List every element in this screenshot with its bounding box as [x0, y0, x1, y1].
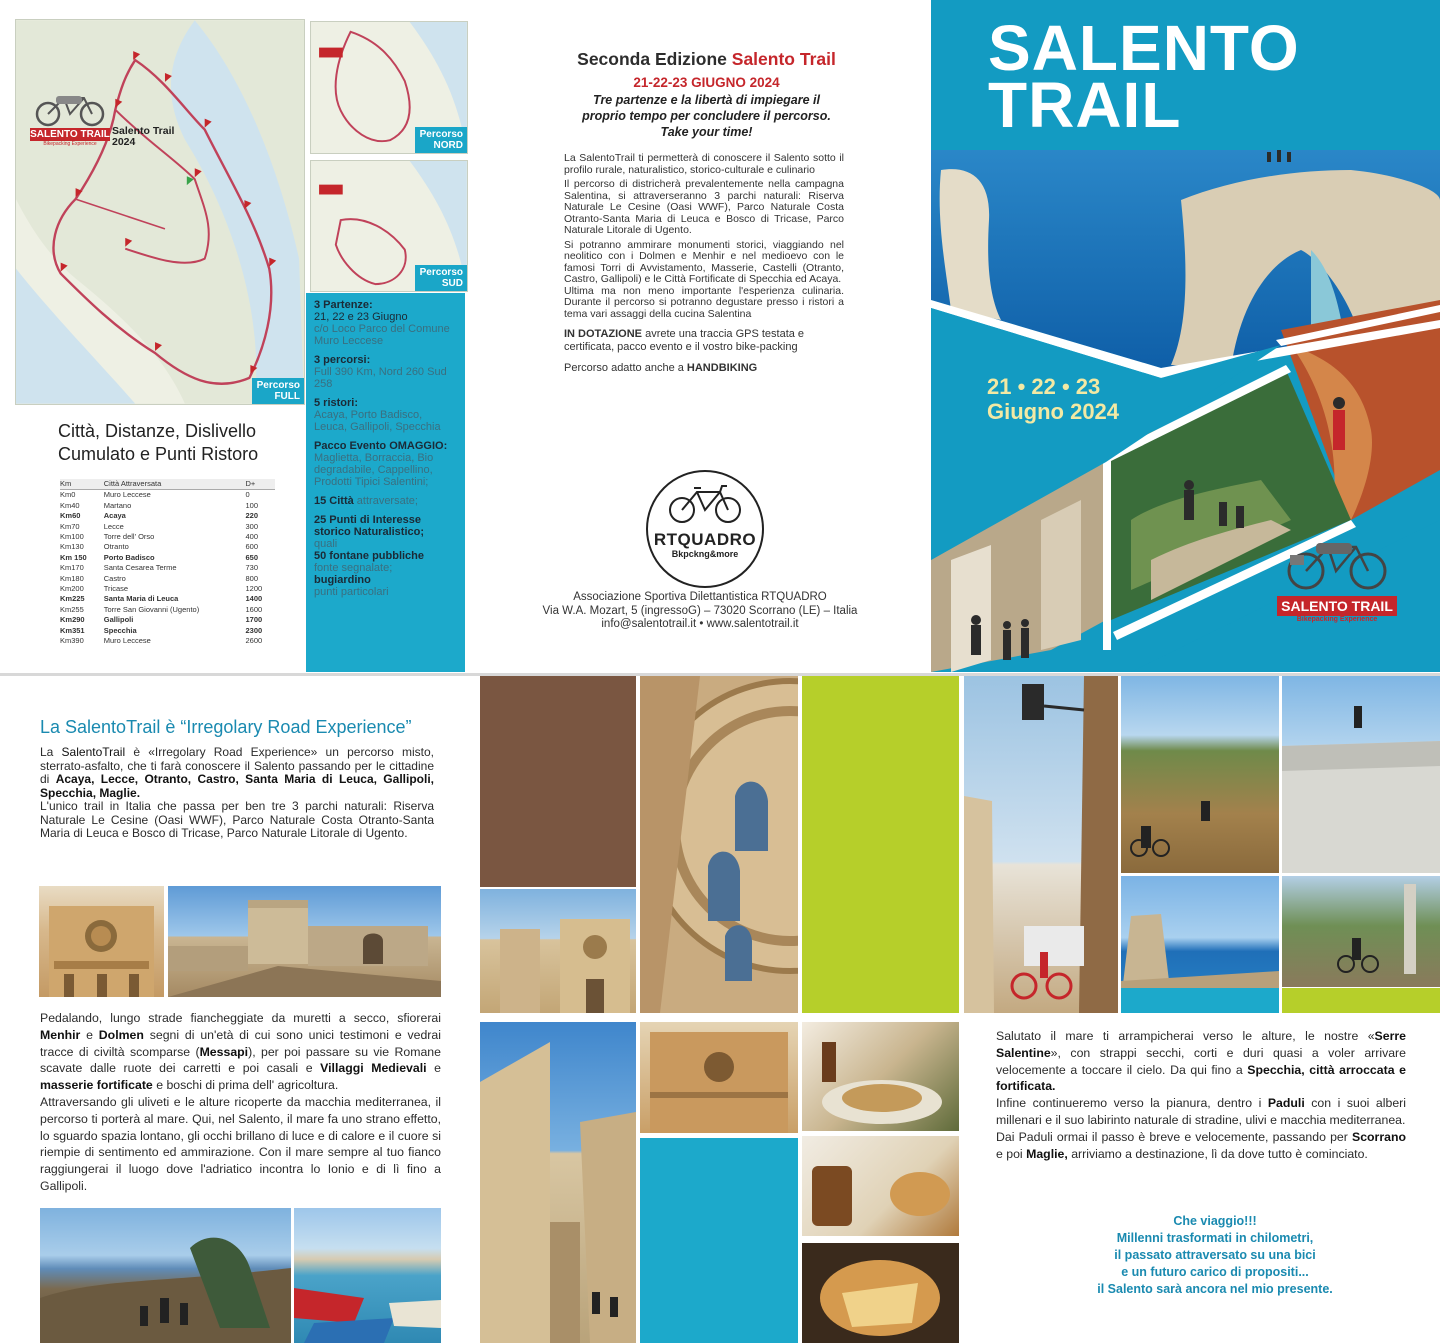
map-label-sud: Percorso SUD — [415, 265, 467, 291]
table-row — [60, 594, 275, 604]
left-p3g: ), per poi passare su vie Romane scavate dalle ruote dei carretti e poi casali e — [40, 1044, 441, 1076]
photo-food-2 — [802, 1136, 959, 1236]
closing-quote — [1030, 1213, 1400, 1298]
cell-d: 1200 — [245, 584, 263, 594]
assoc-name: Associazione Sportiva Dilettantistica RTQUADRO — [573, 591, 827, 603]
cell-d: 1600 — [245, 604, 263, 614]
info-punti-detail: quali — [314, 538, 338, 550]
table-row — [60, 553, 275, 563]
cell-city: Torre San Giovanni (Ugento) — [103, 604, 200, 614]
info-fontane-detail: fonte segnalate; — [314, 562, 393, 574]
cathedral-illustration — [480, 889, 636, 1013]
cell-city: Santa Maria di Leuca — [103, 594, 179, 604]
cell-km: Km200 — [60, 584, 84, 594]
lime-strip-right — [1282, 988, 1440, 1013]
cell-km: Km100 — [60, 532, 84, 542]
left-title: La SalentoTrail è “Irregolary Road Experience” — [40, 717, 412, 737]
left-p3k: e boschi di prima dell' agricoltura. — [152, 1078, 339, 1093]
photo-menhir-cyclist — [1282, 876, 1440, 987]
cover-days: 21 • 22 • 23 — [987, 374, 1101, 399]
cell-d: 1700 — [245, 615, 263, 625]
cities-title — [58, 420, 298, 466]
cell-city: Lecce — [103, 521, 124, 531]
cover-logo-text: SALENTO TRAIL — [1277, 596, 1397, 616]
photo-food-3 — [802, 1243, 959, 1343]
info-citta — [314, 495, 457, 507]
cover-dates — [987, 374, 1119, 424]
left-p1 — [40, 746, 434, 800]
map-label-full: Percorso FULL — [252, 378, 304, 404]
center-handbiking — [564, 363, 844, 375]
right-p3c: e poi — [996, 1146, 1027, 1161]
left-p3b: Menhir — [40, 1027, 81, 1042]
assoc-contacts: info@salentotrail.it • www.salentotrail.it — [601, 618, 799, 630]
cell-city: Specchia — [103, 625, 137, 635]
map-title: Salento Trail 2024 — [112, 125, 175, 148]
center-title — [555, 48, 858, 70]
cell-km: Km225 — [60, 594, 85, 604]
center-sub1: Tre partenze e la libertà di impiegare il — [593, 93, 820, 107]
right-p3e: arriviamo a destinazione, lì da dove tutto è cominciato. — [1067, 1146, 1368, 1161]
cover-title-line1: SALENTO — [988, 12, 1300, 84]
cell-km: Km351 — [60, 625, 85, 635]
table-row — [60, 605, 275, 615]
info-percorsi-detail: Full 390 Km, Nord 260 Sud 258 — [314, 366, 447, 390]
table-row — [60, 626, 275, 636]
rtquadro-sub: Bkpckng&more — [671, 549, 739, 559]
center-panel — [555, 48, 858, 140]
cell-d: 730 — [245, 563, 259, 573]
teal-block — [640, 1138, 798, 1343]
table-row — [60, 574, 275, 584]
info-partenze-value: 21, 22 e 23 Giugno — [314, 311, 408, 323]
rtquadro-name: RTQUADRO — [653, 530, 757, 549]
table-row — [60, 542, 275, 552]
left-p1d: Acaya, Lecce, Otranto, Castro, Santa Maria di Leuca, Gallipoli, Specchia, Maglie. — [40, 772, 434, 800]
center-date: 21-22-23 GIUGNO 2024 — [633, 75, 780, 90]
cell-km: Km60 — [60, 511, 81, 521]
cell-d: 2300 — [245, 625, 263, 635]
cell-km: Km0 — [60, 490, 76, 500]
cell-city: Muro Leccese — [103, 490, 151, 500]
right-p1 — [996, 1028, 1406, 1095]
center-p1: La SalentoTrail ti permetterà di conoscere il Salento sotto il profilo rurale, naturalistico, storico-culturale e culinario — [564, 152, 844, 176]
right-p3b: Scorrano — [1352, 1129, 1406, 1144]
center-p4: Ultima ma non meno importante l'esperienza culinaria. Durante il percorso si potranno degustare presso i ristori a tema vari assaggi della cucina Salentina — [564, 284, 844, 320]
table-row — [60, 501, 275, 511]
cell-d: 1400 — [245, 594, 263, 604]
center-hand-b: HANDBIKING — [686, 362, 758, 374]
center-sub3: Take your time! — [660, 125, 753, 139]
center-title-a: Seconda Edizione — [577, 49, 732, 69]
right-p1d: Specchia, città arroccata e fortificata. — [996, 1062, 1406, 1094]
table-row — [60, 490, 275, 501]
right-p3d: Maglie, — [1026, 1146, 1068, 1161]
harbor-boats — [294, 1208, 441, 1343]
info-bugiardino-detail: punti particolari — [314, 586, 389, 598]
dry-stone-hut-illustration — [1282, 676, 1440, 873]
cover-month: Giugno 2024 — [987, 399, 1120, 424]
cell-d: 0 — [245, 490, 250, 500]
map-illustration — [16, 20, 304, 404]
cover-logo-sub: Bikepacking Experience — [1296, 616, 1378, 623]
photo-harbor-boats — [294, 1208, 441, 1343]
left-p1a: La — [40, 745, 62, 759]
right-p1c: », con strappi secchi, corti e duri quasi a voler arrivare velocemente a toccare il cielo. Da qui fino a — [996, 1045, 1406, 1077]
rtquadro-logo — [646, 470, 764, 588]
right-p2 — [996, 1095, 1406, 1129]
left-body — [40, 1010, 441, 1195]
cell-city: Muro Leccese — [103, 636, 151, 646]
table-row — [60, 615, 275, 625]
left-p1c: è «Irregolary Road Experience» un percorso misto, sterrato-asfalto, che ti farà conoscere il Salento passando per le cittadine di — [40, 745, 434, 786]
cell-km: Km130 — [60, 542, 84, 552]
teal-strip-right — [1121, 988, 1279, 1013]
lime-block — [802, 676, 959, 1013]
association-info — [525, 591, 875, 632]
map-logo-text: SALENTO TRAIL — [30, 129, 110, 140]
rose-window-illustration — [640, 676, 798, 1013]
cell-km: Km290 — [60, 615, 85, 625]
cell-d: 400 — [245, 532, 259, 542]
cell-d: 220 — [245, 511, 259, 521]
cover-title-line2: TRAIL — [988, 69, 1182, 141]
countryside-cyclists-illustration — [1121, 676, 1279, 873]
cell-city: Santa Cesarea Terme — [103, 563, 177, 573]
right-p2b: Paduli — [1267, 1096, 1305, 1111]
info-partenze-heading: 3 Partenze: — [314, 299, 373, 311]
photo-food-1 — [802, 1022, 959, 1131]
pastry-illustration — [802, 1136, 959, 1236]
left-p3i: e — [426, 1061, 441, 1076]
info-ristori-heading: 5 ristori: — [314, 397, 359, 409]
cell-km: Km180 — [60, 573, 84, 583]
cell-city: Castro — [103, 573, 126, 583]
center-body — [564, 153, 844, 375]
info-ristori-detail: Acaya, Porto Badisco, Leuca, Gallipoli, Specchia — [314, 409, 441, 433]
quote-line1: Che viaggio!!! — [1173, 1214, 1257, 1228]
left-p1b: SalentoTrail — [61, 745, 126, 759]
coast-cyclists — [40, 1208, 291, 1343]
left-p3j: masserie fortificate — [40, 1078, 153, 1093]
cell-d: 650 — [245, 552, 259, 562]
table-row — [60, 636, 275, 646]
cell-city: Otranto — [103, 542, 129, 552]
cell-km: Km 150 — [60, 552, 87, 562]
cell-city: Martano — [103, 500, 132, 510]
center-p2: Il percorso di districherà prevalentemente nella campagna Salentina, si attraverseranno 3 parchi naturali: Riserva Naturale Le Cesine (Oasi WWF), Parco Naturale Costa Otranto-Santa Maria di Leuca e Bosco di Tricase, Parco Naturale Litorale di Ugento. — [564, 178, 844, 236]
left-p3c: e — [80, 1027, 99, 1042]
map-label-nord: Percorso NORD — [415, 127, 467, 153]
cities-table — [60, 479, 275, 647]
bike-icon — [30, 88, 110, 128]
photo-cyclists-coast — [40, 1208, 291, 1343]
menhir-cyclist-illustration — [1282, 876, 1440, 987]
cities-title-line1: Città, Distanze, Dislivello — [58, 421, 257, 441]
cell-city: Torre dell' Orso — [103, 532, 155, 542]
center-subtitle — [555, 92, 858, 140]
cell-d: 100 — [245, 500, 259, 510]
photo-basilica — [39, 886, 164, 997]
cover-logo — [1277, 533, 1397, 623]
basilica-facade — [39, 886, 164, 997]
cover-panel — [931, 0, 1440, 672]
photo-castle — [168, 886, 441, 997]
info-citta-detail: attraversate; — [353, 495, 418, 507]
loaded-bike-icon — [1282, 533, 1392, 591]
assoc-address: Via W.A. Mozart, 5 (ingressoG) – 73020 Scorrano (LE) – Italia — [542, 604, 858, 617]
table-row — [60, 511, 275, 521]
right-body — [996, 1028, 1406, 1162]
left-p3 — [40, 1010, 441, 1094]
cell-city: Gallipoli — [103, 615, 134, 625]
col-km: Km — [60, 479, 104, 490]
quote-line5: il Salento sarà ancora nel mio presente. — [1097, 1282, 1333, 1296]
info-pacco-detail: Maglietta, Borraccia, Bio degradabile, Cappellino, Prodotti Tipici Salentini; — [314, 452, 434, 488]
cell-d: 600 — [245, 542, 259, 552]
cell-d: 800 — [245, 573, 259, 583]
cell-km: Km40 — [60, 500, 80, 510]
info-box — [306, 293, 465, 672]
cover-title — [988, 12, 1300, 141]
table-row — [60, 532, 275, 542]
right-p3a: Dai Paduli ormai il passo è breve e velocemente, passando per — [996, 1129, 1352, 1144]
col-city: Città Attraversata — [104, 479, 246, 490]
right-p1b: Serre Salentine — [996, 1029, 1406, 1060]
food-plate-illustration — [802, 1022, 959, 1131]
quote-line3: il passato attraversato su una bici — [1114, 1248, 1316, 1262]
cell-city: Porto Badisco — [103, 552, 155, 562]
info-pacco-heading: Pacco Evento OMAGGIO: — [314, 440, 448, 452]
info-percorsi-heading: 3 percorsi: — [314, 354, 371, 366]
left-intro — [40, 746, 434, 841]
right-p2c: con i suoi alberi millenari e il suo labirinto naturale di stradine, ulivi e macchia mediterranea. — [996, 1096, 1407, 1127]
quote-line4: e un futuro carico di propositi... — [1121, 1265, 1309, 1279]
center-dotazione-r: avrete una traccia GPS testata e certificata, pacco evento e il vostro bike-packing — [564, 328, 805, 353]
left-p3d: Dolmen — [98, 1027, 144, 1042]
left-p3h: Villaggi Medievali — [320, 1061, 427, 1076]
route-map-full — [15, 19, 305, 405]
center-title-b: Salento Trail — [731, 49, 836, 69]
cell-city: Acaya — [103, 511, 126, 521]
cell-km: Km390 — [60, 636, 84, 646]
info-bugiardino-heading: bugiardino — [314, 574, 371, 586]
pasticciotto-illustration — [802, 1243, 959, 1343]
left-p3f: Messapi — [199, 1044, 249, 1059]
left-p3e: segni di un'età di cui sono unici testimoni e vedrai tracce di civiltà scomparse ( — [40, 1027, 441, 1059]
cell-city: Tricase — [103, 584, 129, 594]
table-row — [60, 563, 275, 573]
map-logo-sub: Bikepacking Experience — [43, 141, 97, 147]
info-citta-heading: 15 Città — [314, 495, 354, 507]
quote-line2: Millenni trasformati in chilometri, — [1116, 1231, 1314, 1245]
col-d: D+ — [246, 479, 276, 490]
cities-title-line2: Cumulato e Punti Ristoro — [58, 444, 259, 464]
cities-table-body — [60, 490, 275, 647]
info-partenze-detail: c/o Loco Parco del Comune Muro Leccese — [314, 323, 450, 347]
route-map-sud — [310, 160, 468, 292]
center-dotazione-b: IN DOTAZIONE — [564, 328, 643, 340]
baroque-facade-illustration — [640, 1022, 798, 1133]
right-p2a: Infine continueremo verso la pianura, dentro i — [996, 1096, 1268, 1111]
photo-stone-alley — [480, 1022, 636, 1343]
castle-illustration — [168, 886, 441, 997]
photo-rose-window — [640, 676, 798, 1013]
map-logo — [30, 88, 110, 147]
cell-km: Km70 — [60, 521, 80, 531]
lamp-street-illustration — [964, 676, 1118, 1013]
center-hand-a: Percorso adatto anche a — [564, 362, 687, 374]
table-row — [60, 522, 275, 532]
photo-countryside-cyclists — [1121, 676, 1279, 873]
cell-d: 300 — [245, 521, 259, 531]
info-punti-heading: 25 Punti di Interesse storico Naturalistico; — [314, 514, 425, 538]
left-p3a: Pedalando, lungo strade fiancheggiate da muretti a secco, sfiorerai — [40, 1011, 441, 1025]
left-p4: Attraversando gli uliveti e le alture ricoperte da macchia mediterranea, il percorso ti porterà al mare. Qui, nel Salento, il mare fa uno strano effetto, lo sguardo spazia lontano, gli occhi brillano di luce e di calore e il cuore si riempie di sentimento ed ammirazione. Con il mare sempre al tuo fianco raggiungerai il luogo dove l'adriatico incontra lo Ionio e di lì fino a Gallipoli. — [40, 1094, 441, 1193]
brown-block — [480, 676, 636, 887]
cell-km: Km255 — [60, 604, 84, 614]
center-sub2: proprio tempo per concludere il percorso. — [582, 109, 831, 123]
photo-dry-stone-hut — [1282, 676, 1440, 873]
stone-alley-illustration — [480, 1022, 636, 1343]
photo-baroque-facade — [640, 1022, 798, 1133]
info-fontane-heading: 50 fontane pubbliche — [314, 550, 425, 562]
cell-d: 2600 — [245, 636, 263, 646]
route-map-nord — [310, 21, 468, 154]
road-bike-icon — [665, 482, 745, 526]
right-p1a: Salutato il mare ti arrampicherai verso le alture, le nostre « — [996, 1029, 1375, 1043]
cell-km: Km170 — [60, 563, 84, 573]
center-p3: Si potranno ammirare monumenti storici, viaggiando nel neolitico con i Dolmen e Menhir e nel medioevo con le famosi Torri di Avvistamento, Masserie, Castelli (Otranto, Castro, Gallipoli) e le Città Fortificate di Specchia ed Acaya. — [564, 238, 844, 285]
right-p3 — [996, 1129, 1406, 1163]
center-dotazione — [564, 328, 844, 354]
photo-lamp-street — [964, 676, 1118, 1013]
cities-table-header — [60, 479, 275, 490]
photo-cathedral — [480, 889, 636, 1013]
left-p2: L'unico trail in Italia che passa per ben tre 3 parchi naturali: Riserva Naturale Le Cesine (Oasi WWF), Parco Naturale Costa Otranto-Santa Maria di Leuca e Bosco di Tricase, Parco Naturale Litorale di Ugento. — [40, 799, 434, 840]
table-row — [60, 584, 275, 594]
